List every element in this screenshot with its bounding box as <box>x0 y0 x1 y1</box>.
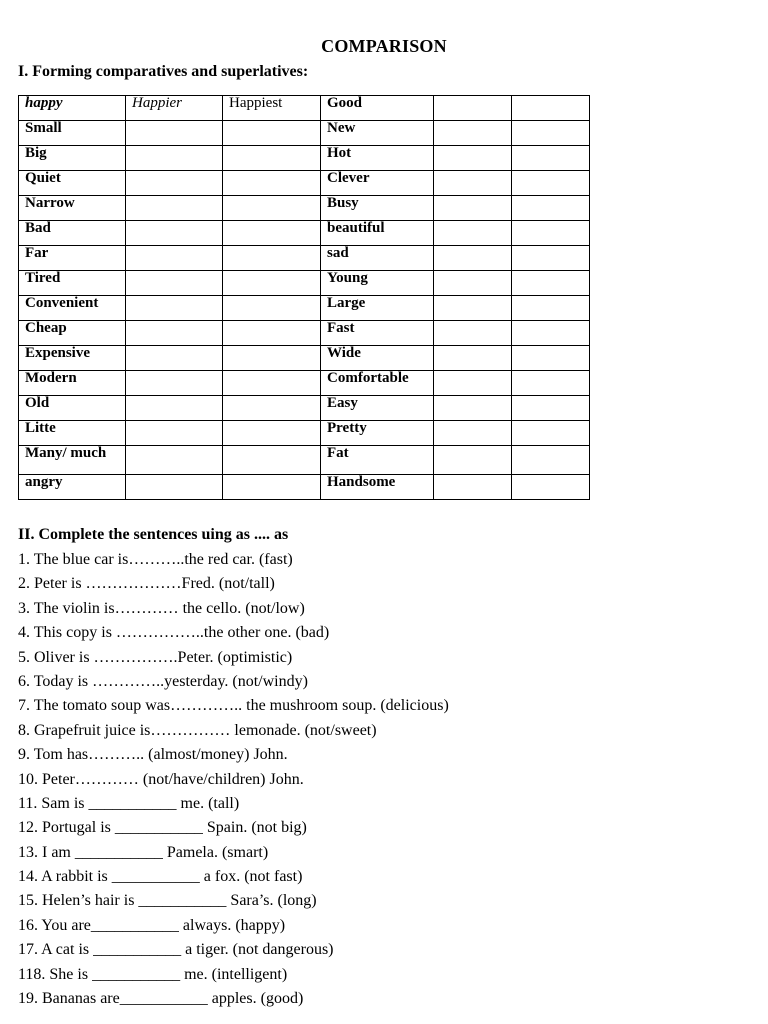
comparative-answer-cell[interactable] <box>126 196 223 221</box>
page-title: COMPARISON <box>321 36 447 56</box>
superlative-answer-cell[interactable] <box>512 96 590 121</box>
adjective-cell: Big <box>19 146 126 171</box>
section-1-heading: I. Forming comparatives and superlatives: <box>18 63 309 80</box>
superlative-answer-cell[interactable] <box>223 296 321 321</box>
superlative-answer-cell[interactable] <box>223 246 321 271</box>
comparative-answer-cell[interactable] <box>126 321 223 346</box>
comparative-answer-cell[interactable] <box>434 146 512 171</box>
superlative-answer-cell[interactable] <box>512 146 590 171</box>
superlative-answer-cell[interactable] <box>223 146 321 171</box>
comparative-answer-cell[interactable] <box>126 221 223 246</box>
adjective-cell: beautiful <box>321 221 434 246</box>
comparative-answer-cell[interactable] <box>126 146 223 171</box>
adjective-cell: Wide <box>321 346 434 371</box>
comparative-answer-cell[interactable] <box>126 346 223 371</box>
adjective-cell: Pretty <box>321 421 434 446</box>
comparative-answer-cell[interactable] <box>434 446 512 475</box>
adjective-cell: Modern <box>19 371 126 396</box>
superlative-answer-cell[interactable] <box>223 396 321 421</box>
superlative-answer-cell[interactable] <box>223 321 321 346</box>
sentence-item: 118. She is ___________ me. (intelligent) <box>18 965 288 983</box>
comparative-answer-cell[interactable] <box>126 271 223 296</box>
comparative-answer-cell[interactable] <box>434 296 512 321</box>
sentence-list <box>18 548 449 1011</box>
adjective-cell: sad <box>321 246 434 271</box>
adjective-cell: Good <box>321 96 434 121</box>
table-row <box>19 396 590 421</box>
adjective-cell: New <box>321 121 434 146</box>
adjective-cell: Old <box>19 396 126 421</box>
comparative-answer-cell[interactable] <box>434 121 512 146</box>
sentence-item: 7. The tomato soup was………….. the mushroom soup. (delicious) <box>18 697 449 715</box>
comparative-answer-cell[interactable] <box>126 246 223 271</box>
comparative-answer-cell[interactable] <box>126 396 223 421</box>
adjective-cell: Tired <box>19 271 126 296</box>
adjective-cell: Far <box>19 246 126 271</box>
adjective-cell: happy <box>19 96 126 121</box>
table-row <box>19 346 590 371</box>
superlative-answer-cell[interactable] <box>223 271 321 296</box>
adjective-cell: Easy <box>321 396 434 421</box>
comparative-answer-cell[interactable] <box>434 221 512 246</box>
comparative-answer-cell[interactable] <box>434 271 512 296</box>
superlative-answer-cell[interactable] <box>512 321 590 346</box>
sentence-item: 6. Today is …………..yesterday. (not/windy) <box>18 672 308 690</box>
example-superlative-cell: Happiest <box>223 96 321 121</box>
sentence-item: 5. Oliver is …………….Peter. (optimistic) <box>18 648 293 666</box>
comparative-answer-cell[interactable] <box>126 171 223 196</box>
adjective-cell: Large <box>321 296 434 321</box>
table-row <box>19 475 590 500</box>
sentence-item: 17. A cat is ___________ a tiger. (not dangerous) <box>18 941 334 959</box>
sentence-item: 8. Grapefruit juice is…………… lemonade. (not/sweet) <box>18 721 377 739</box>
sentence-item: 15. Helen’s hair is ___________ Sara’s. (long) <box>18 892 317 910</box>
adjective-cell: Litte <box>19 421 126 446</box>
comparative-answer-cell[interactable] <box>434 246 512 271</box>
adjective-cell: Fast <box>321 321 434 346</box>
sentence-item: 13. I am ___________ Pamela. (smart) <box>18 843 269 861</box>
sentence-item: 11. Sam is ___________ me. (tall) <box>18 794 240 812</box>
table-row <box>19 146 590 171</box>
comparative-answer-cell[interactable] <box>434 171 512 196</box>
comparative-answer-cell[interactable] <box>126 446 223 475</box>
table-row <box>19 321 590 346</box>
adjective-cell: Convenient <box>19 296 126 321</box>
adjective-cell: Cheap <box>19 321 126 346</box>
superlative-answer-cell[interactable] <box>512 246 590 271</box>
superlative-answer-cell[interactable] <box>512 421 590 446</box>
comparison-table <box>18 95 590 500</box>
sentence-item: 14. A rabbit is ___________ a fox. (not fast) <box>18 868 303 886</box>
superlative-answer-cell[interactable] <box>223 475 321 500</box>
adjective-cell: Narrow <box>19 196 126 221</box>
superlative-answer-cell[interactable] <box>223 171 321 196</box>
superlative-answer-cell[interactable] <box>512 371 590 396</box>
comparative-answer-cell[interactable] <box>126 296 223 321</box>
table-row <box>19 171 590 196</box>
sentence-item: 3. The violin is………… the cello. (not/low) <box>18 599 305 617</box>
comparative-answer-cell[interactable] <box>126 371 223 396</box>
superlative-answer-cell[interactable] <box>512 121 590 146</box>
superlative-answer-cell[interactable] <box>512 346 590 371</box>
adjective-cell: angry <box>19 475 126 500</box>
sentence-item: 1. The blue car is………..the red car. (fast) <box>18 551 293 568</box>
superlative-answer-cell[interactable] <box>223 446 321 475</box>
adjective-cell: Quiet <box>19 171 126 196</box>
superlative-answer-cell[interactable] <box>512 446 590 475</box>
superlative-answer-cell[interactable] <box>512 171 590 196</box>
comparative-answer-cell[interactable] <box>434 475 512 500</box>
sentence-item: 10. Peter………… (not/have/children) John. <box>18 770 304 788</box>
adjective-cell: Clever <box>321 171 434 196</box>
adjective-cell: Comfortable <box>321 371 434 396</box>
superlative-answer-cell[interactable] <box>223 196 321 221</box>
table-row <box>19 296 590 321</box>
superlative-answer-cell[interactable] <box>223 346 321 371</box>
comparative-answer-cell[interactable] <box>434 421 512 446</box>
sentence-item: 12. Portugal is ___________ Spain. (not big) <box>18 819 307 837</box>
sentence-item: 2. Peter is ………………Fred. (not/tall) <box>18 575 275 593</box>
superlative-answer-cell[interactable] <box>223 221 321 246</box>
superlative-answer-cell[interactable] <box>512 396 590 421</box>
sentence-item: 16. You are___________ always. (happy) <box>18 916 286 934</box>
adjective-cell: Expensive <box>19 346 126 371</box>
comparative-answer-cell[interactable] <box>434 371 512 396</box>
adjective-cell: Many/ much <box>19 446 126 475</box>
adjective-cell: Handsome <box>321 475 434 500</box>
adjective-cell: Young <box>321 271 434 296</box>
comparative-answer-cell[interactable] <box>126 421 223 446</box>
superlative-answer-cell[interactable] <box>223 121 321 146</box>
superlative-answer-cell[interactable] <box>512 196 590 221</box>
comparative-answer-cell[interactable] <box>126 121 223 146</box>
table-row <box>19 221 590 246</box>
superlative-answer-cell[interactable] <box>223 421 321 446</box>
table-row <box>19 246 590 271</box>
comparative-answer-cell[interactable] <box>434 96 512 121</box>
comparative-answer-cell[interactable] <box>434 321 512 346</box>
sentence-item: 4. This copy is ……………..the other one. (bad) <box>18 624 330 642</box>
superlative-answer-cell[interactable] <box>512 271 590 296</box>
table-row <box>19 196 590 221</box>
example-comparative-cell: Happier <box>126 96 223 121</box>
adjective-cell: Fat <box>321 446 434 475</box>
table-row <box>19 121 590 146</box>
table-row <box>19 96 590 121</box>
superlative-answer-cell[interactable] <box>223 371 321 396</box>
comparative-answer-cell[interactable] <box>434 196 512 221</box>
table-row <box>19 421 590 446</box>
comparative-answer-cell[interactable] <box>126 475 223 500</box>
superlative-answer-cell[interactable] <box>512 475 590 500</box>
sentence-item: 9. Tom has……….. (almost/money) John. <box>18 746 288 764</box>
comparative-answer-cell[interactable] <box>434 396 512 421</box>
adjective-cell: Bad <box>19 221 126 246</box>
adjective-cell: Hot <box>321 146 434 171</box>
superlative-answer-cell[interactable] <box>512 221 590 246</box>
section-2-heading: II. Complete the sentences uing as .... as <box>18 526 289 543</box>
adjective-cell: Busy <box>321 196 434 221</box>
table-row <box>19 271 590 296</box>
comparative-answer-cell[interactable] <box>434 346 512 371</box>
table-row <box>19 446 590 475</box>
adjective-cell: Small <box>19 121 126 146</box>
superlative-answer-cell[interactable] <box>512 296 590 321</box>
table-row <box>19 371 590 396</box>
sentence-item: 19. Bananas are___________ apples. (good) <box>18 990 304 1008</box>
